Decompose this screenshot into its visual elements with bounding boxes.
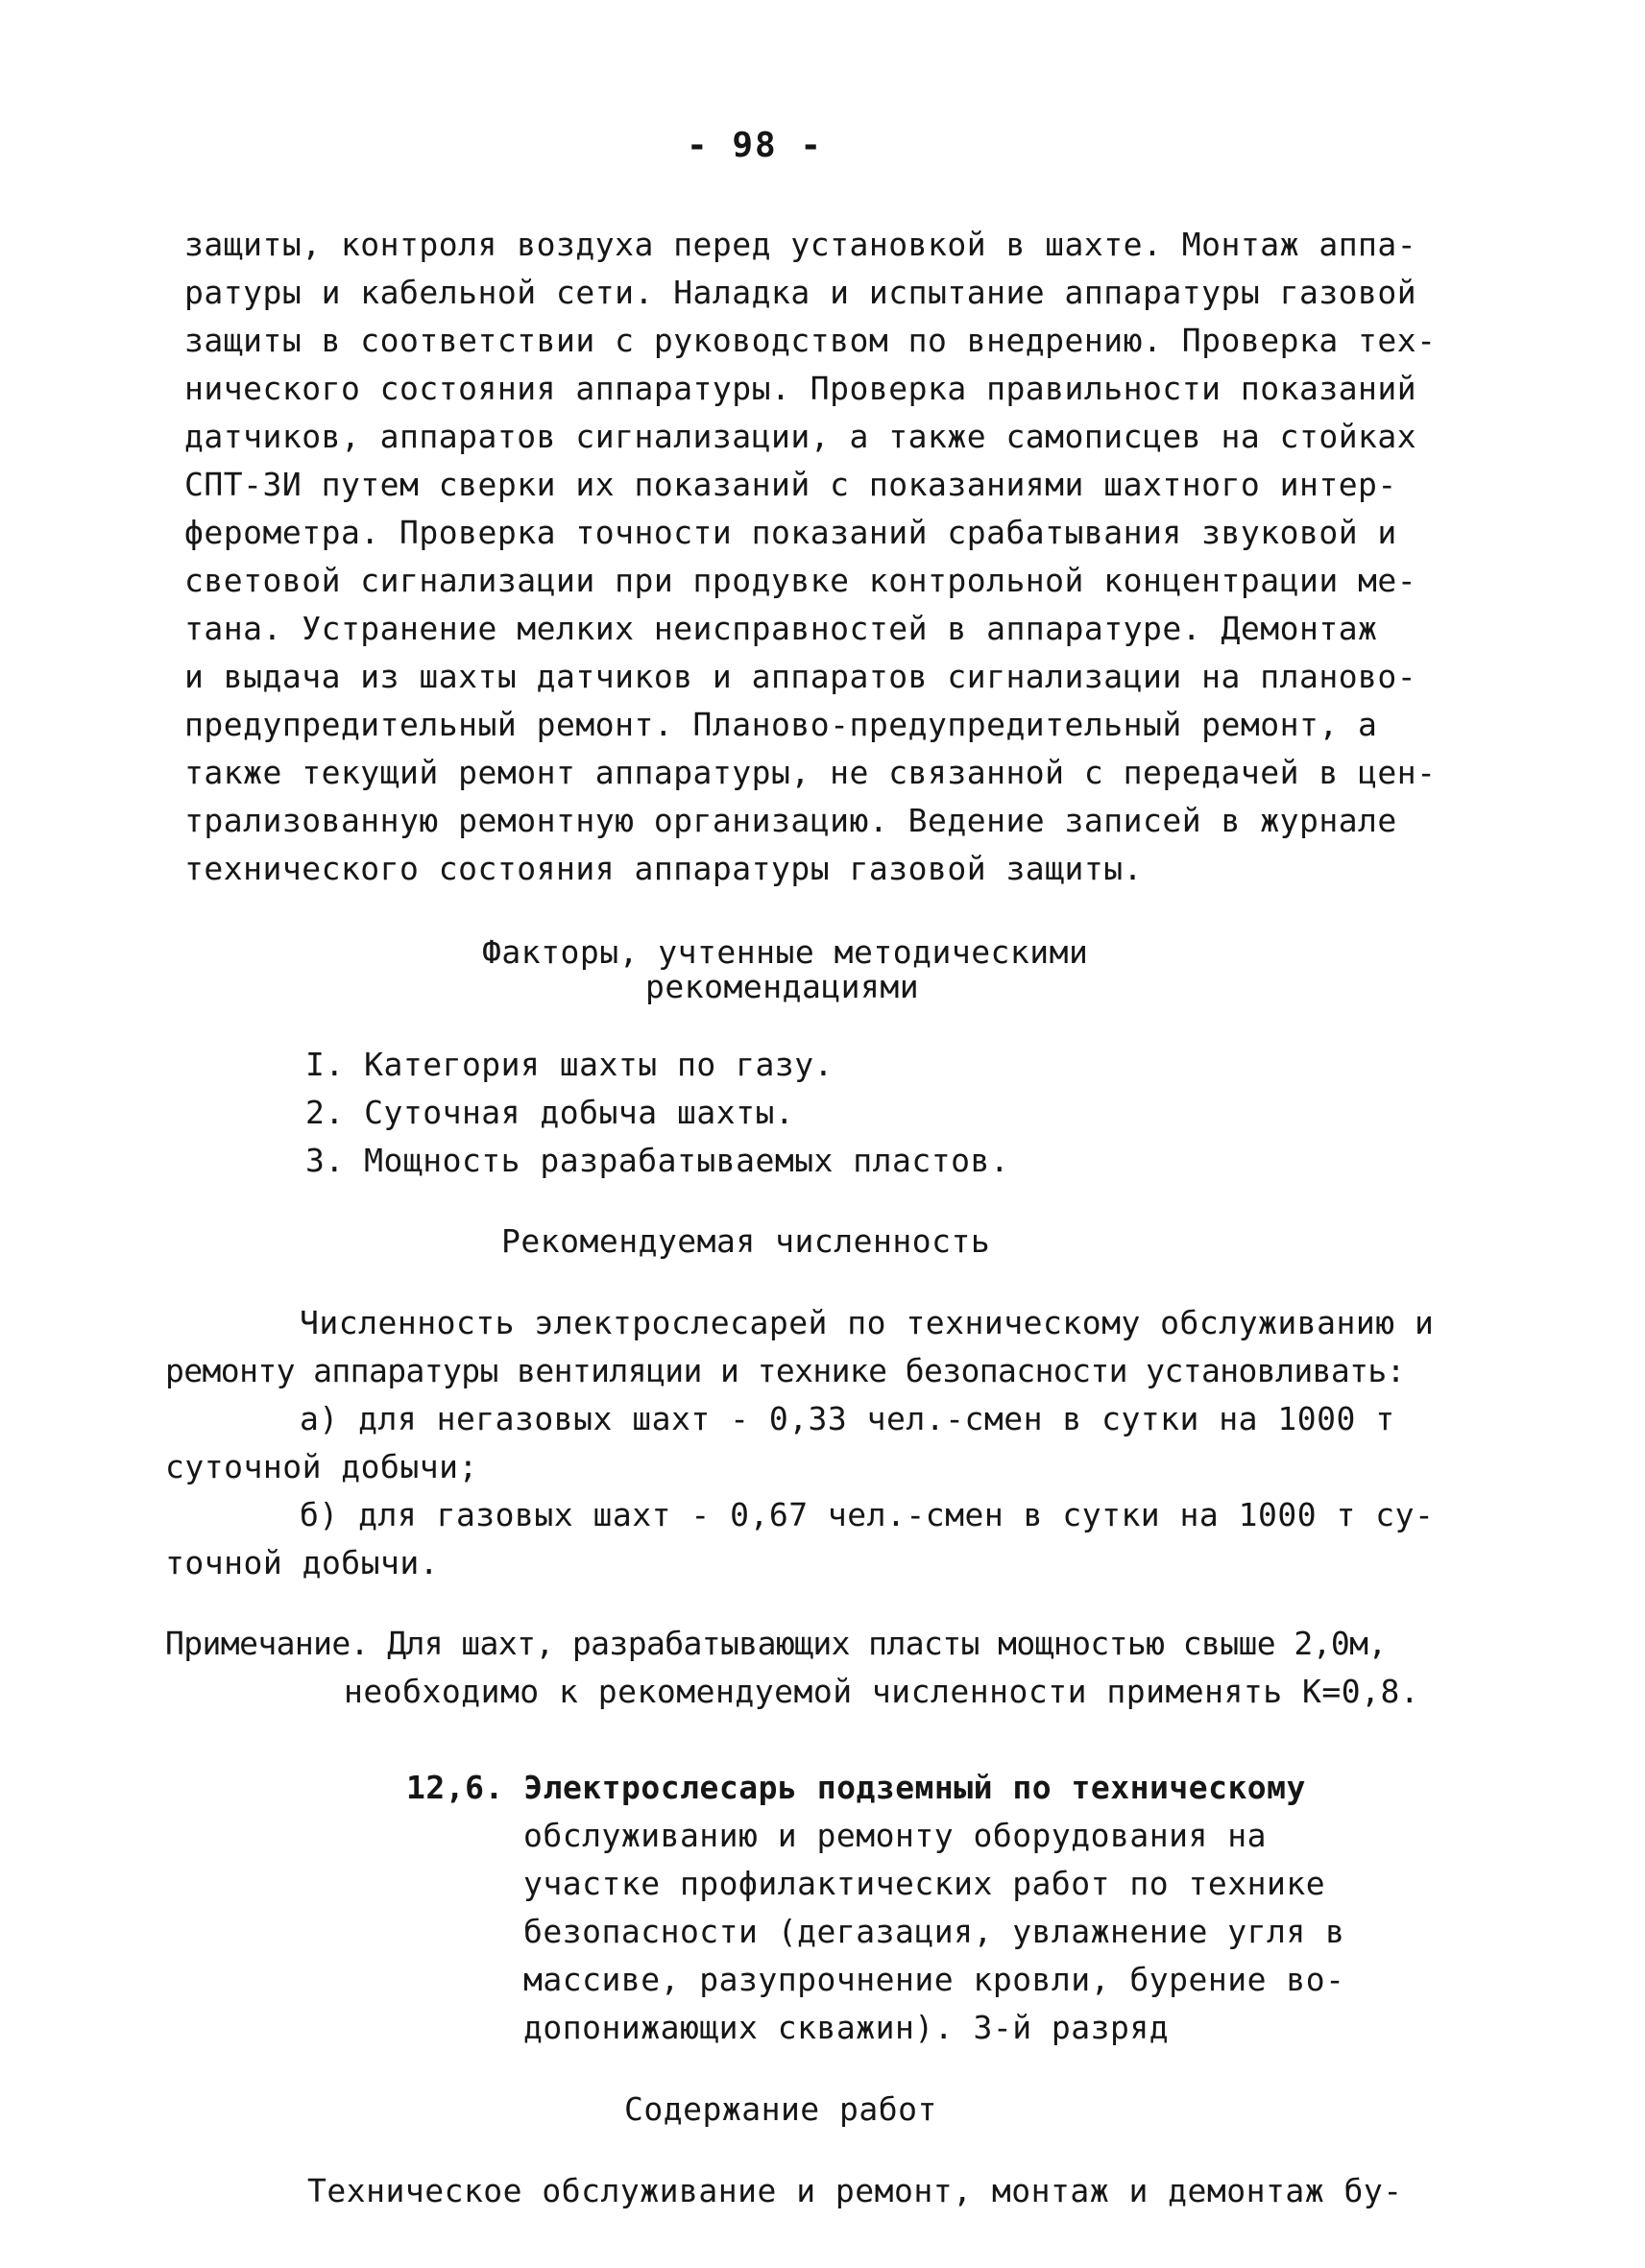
section-title-line: массиве, разупрочнение кровли, бурение во-	[523, 1961, 1345, 1998]
factors-heading-line2: рекомендациями	[645, 968, 920, 1005]
text-line: нического состояния аппаратуры. Проверка правильности показаний	[184, 370, 1417, 407]
text-line: предупредительный ремонт. Планово-предупредительный ремонт, а	[184, 706, 1378, 743]
text-line: световой сигнализации при продувке контрольной концентрации ме-	[184, 562, 1417, 599]
text-line: также текущий ремонт аппаратуры, не связанной с передачей в цен-	[184, 754, 1437, 791]
text-line: ремонту аппаратуры вентиляции и технике безопасности установливать:	[165, 1352, 1405, 1389]
list-item: I. Категория шахты по газу.	[305, 1046, 834, 1083]
text-line: технического состояния аппаратуры газовой защиты.	[184, 850, 1144, 887]
text-line: необходимо к рекомендуемой численности применять К=0,8.	[344, 1673, 1420, 1710]
text-line: точной добычи.	[165, 1544, 440, 1581]
text-line: ферометра. Проверка точности показаний срабатывания звуковой и	[184, 514, 1397, 551]
text-line: ратуры и кабельной сети. Наладка и испытание аппаратуры газовой	[184, 274, 1417, 311]
text-line: б) для газовых шахт - 0,67 чел.-смен в сутки на 1000 т су-	[300, 1496, 1435, 1533]
text-line: Примечание. Для шахт, разрабатывающих пласты мощностью свыше 2,0м,	[165, 1625, 1387, 1662]
section-title-line: допонижающих скважин). 3-й разряд	[523, 2009, 1170, 2046]
factors-heading-line1: Факторы, учтенные методическими	[482, 933, 1089, 971]
text-line: Численность электрослесарей по техническому обслуживанию и	[300, 1304, 1435, 1341]
section-title-line: 12,6. Электрослесарь подземный по техническому	[406, 1769, 1306, 1806]
recommended-heading: Рекомендуемая численность	[501, 1222, 991, 1260]
list-item: 2. Суточная добыча шахты.	[305, 1094, 795, 1131]
text-line: СПТ-ЗИ путем сверки их показаний с показаниями шахтного интер-	[184, 466, 1397, 503]
text-line: тана. Устранение мелких неисправностей в аппаратуре. Демонтаж	[184, 610, 1378, 647]
text-line: защиты в соответствии с руководством по внедрению. Проверка тех-	[184, 322, 1437, 359]
list-item: 3. Мощность разрабатываемых пластов.	[305, 1142, 1010, 1179]
section-title-line: участке профилактических работ по технике	[523, 1865, 1326, 1902]
text-line: суточной добычи;	[165, 1448, 478, 1485]
contents-heading: Содержание работ	[624, 2090, 937, 2128]
text-line: датчиков, аппаратов сигнализации, а также самописцев на стойках	[184, 418, 1417, 455]
text-line: а) для негазовых шахт - 0,33 чел.-смен в сутки на 1000 т	[300, 1400, 1395, 1437]
page-number: - 98 -	[687, 126, 824, 165]
text-line: и выдача из шахты датчиков и аппаратов сигнализации на планово-	[184, 658, 1417, 695]
text-line: защиты, контроля воздуха перед установкой в шахте. Монтаж аппа-	[184, 226, 1417, 263]
text-line: трализованную ремонтную организацию. Ведение записей в журнале	[184, 802, 1397, 839]
text-line-last: Техническое обслуживание и ремонт, монтаж и демонтаж бу-	[307, 2172, 1403, 2209]
section-title-line: обслуживанию и ремонту оборудования на	[523, 1817, 1267, 1854]
section-title-line: безопасности (дегазация, увлажнение угля в	[523, 1913, 1345, 1950]
